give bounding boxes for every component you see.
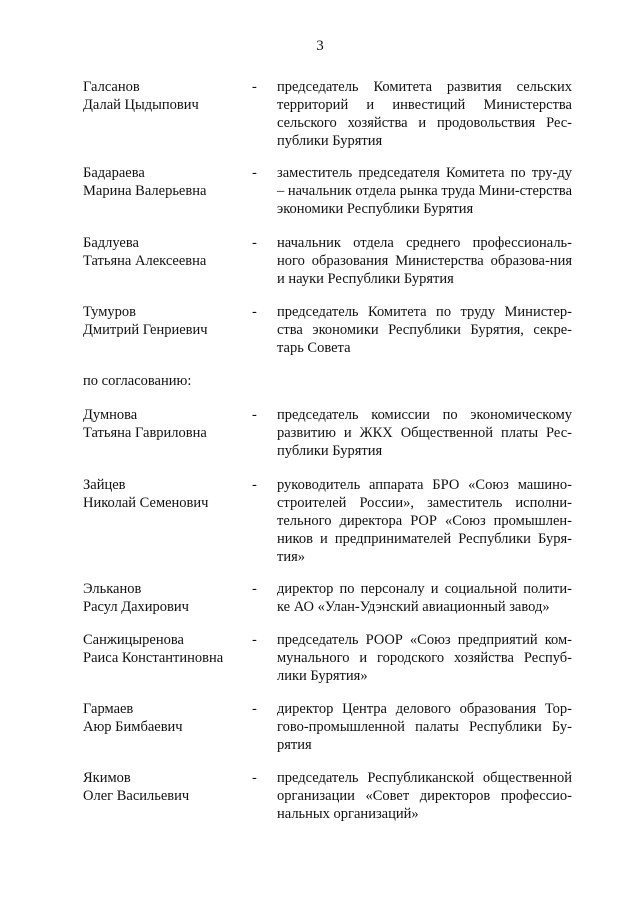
dash: - xyxy=(252,581,257,597)
dash: - xyxy=(252,701,257,717)
member-name xyxy=(83,476,253,512)
dash: - xyxy=(252,79,257,95)
member-role: председатель РООР «Союз предприятий ком-мунального и городского хозяйства Респуб-лики Бурятия» xyxy=(277,632,572,684)
member-surname: Тумуров xyxy=(83,304,136,320)
member-surname: Галсанов xyxy=(83,79,140,95)
dash: - xyxy=(252,477,257,493)
member-given-name: Аюр Бимбаевич xyxy=(83,719,183,735)
member-name xyxy=(83,164,253,200)
member-surname: Думнова xyxy=(83,407,138,423)
member-surname: Санжицыренова xyxy=(83,632,184,648)
dash: - xyxy=(252,407,257,423)
member-surname: Гармаев xyxy=(83,701,134,717)
member-role: председатель Республиканской общественной организации «Совет директоров профессио-нальных организаций» xyxy=(277,770,572,822)
member-role: заместитель председателя Комитета по тру-ду – начальник отдела рынка труда Мини-стерства экономики Республики Бурятия xyxy=(277,165,573,217)
member-given-name: Татьяна Алексеевна xyxy=(83,253,207,269)
page-number: 3 xyxy=(316,38,324,54)
member-name xyxy=(83,700,253,736)
member-surname: Эльканов xyxy=(83,581,142,597)
member-given-name: Марина Валерьевна xyxy=(83,183,207,199)
member-name xyxy=(83,580,253,616)
member-given-name: Раиса Константиновна xyxy=(83,650,224,666)
dash: - xyxy=(252,304,257,320)
member-surname: Бадараева xyxy=(83,165,145,181)
member-name xyxy=(83,234,253,270)
member-given-name: Далай Цыдыпович xyxy=(83,97,199,113)
dash: - xyxy=(252,165,257,181)
member-given-name: Дмитрий Генриевич xyxy=(83,322,208,338)
member-role: директор Центра делового образования Тор-гово-промышленной палаты Республики Бу-рятия xyxy=(277,701,572,753)
dash: - xyxy=(252,632,257,648)
member-surname: Бадлуева xyxy=(83,235,139,251)
member-surname: Зайцев xyxy=(83,477,126,493)
member-name xyxy=(83,631,253,667)
member-role: председатель Комитета развития сельских территорий и инвестиций Министерства сельского хозяйства и продовольствия Рес-публики Бурятия xyxy=(277,79,572,149)
member-name xyxy=(83,406,253,442)
member-name xyxy=(83,769,253,805)
member-surname: Якимов xyxy=(83,770,131,786)
dash: - xyxy=(252,770,257,786)
member-name xyxy=(83,303,253,339)
dash: - xyxy=(252,235,257,251)
section-label: по согласованию: xyxy=(83,373,192,389)
member-name xyxy=(83,78,253,114)
member-role: начальник отдела среднего профессиональ-ного образования Министерства образова-ния и науки Республики Бурятия xyxy=(277,235,572,287)
member-role: председатель Комитета по труду Министер-ства экономики Республики Бурятия, секре-тарь Совета xyxy=(277,304,572,356)
member-role: директор по персоналу и социальной полити-ке АО «Улан-Удэнский авиационный завод» xyxy=(277,581,572,615)
member-given-name: Расул Дахирович xyxy=(83,599,189,615)
member-given-name: Олег Васильевич xyxy=(83,788,190,804)
member-given-name: Татьяна Гавриловна xyxy=(83,425,207,441)
member-given-name: Николай Семенович xyxy=(83,495,209,511)
member-role: руководитель аппарата БРО «Союз машино-строителей России», заместитель исполни-тельного директора РОР «Союз промышлен-ников и предпринимателей Республики Буря-тия» xyxy=(277,477,572,565)
member-role: председатель комиссии по экономическому развитию и ЖКХ Общественной платы Рес-публики Бурятия xyxy=(277,407,572,459)
